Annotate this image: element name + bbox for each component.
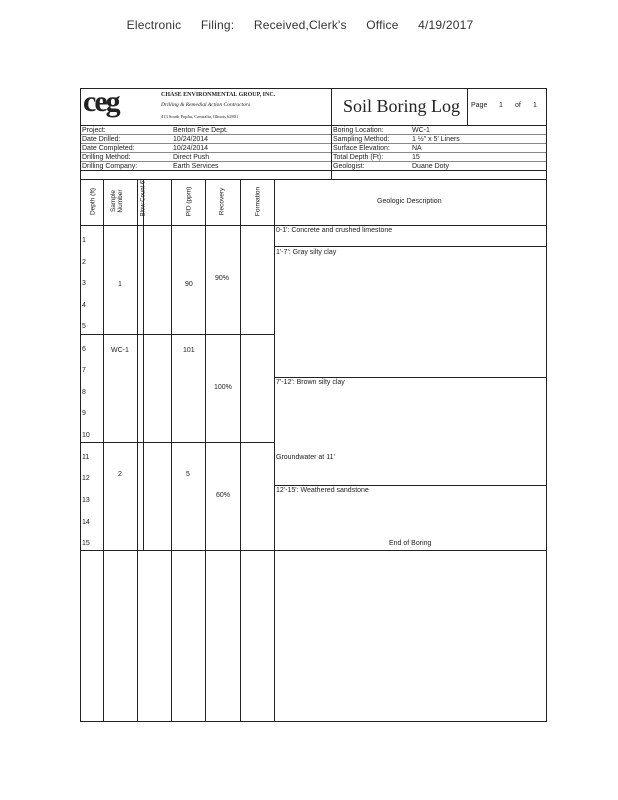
info-label-date-drilled: Date Drilled:	[82, 136, 121, 143]
company-address: 413 South Poplar, Centralia, Illinois 62801	[161, 114, 239, 119]
depth-12: 12	[82, 475, 90, 482]
info-value-surface-elevation: NA	[412, 145, 422, 152]
recovery-value-3: 60%	[216, 492, 231, 499]
info-label-sampling-method: Sampling Method:	[333, 136, 390, 143]
info-value-boring-location: WC-1	[412, 127, 430, 134]
stamp-electronic: Electronic	[126, 18, 182, 32]
col-header-depth: Depth (ft)	[89, 187, 97, 216]
info-label-project: Project:	[82, 127, 106, 134]
recovery-value-2: 100%	[214, 384, 232, 391]
info-value-drilling-company: Earth Services	[173, 163, 219, 170]
groundwater-note: Groundwater at 11'	[276, 454, 335, 461]
info-value-sampling-method: 1 ½" x 5' Liners	[412, 136, 460, 143]
info-label-drilling-company: Drilling Company:	[82, 163, 138, 170]
company-logo: ceg	[83, 85, 119, 118]
depth-5: 5	[82, 323, 86, 330]
depth-13: 13	[82, 497, 90, 504]
depth-3: 3	[82, 280, 86, 287]
depth-10: 10	[82, 432, 90, 439]
stamp-filing: Filing:	[200, 18, 235, 32]
stamp-office: Office	[366, 18, 399, 32]
col-header-blow-count: Blow Count 6"	[140, 178, 147, 217]
page-label: Page	[471, 102, 488, 109]
geology-layer-1: 0-1': Concrete and crushed limestone	[276, 227, 393, 234]
sample-number-3: 2	[118, 471, 122, 478]
info-value-project: Benton Fire Dept.	[173, 127, 228, 134]
pid-value-3: 5	[186, 471, 190, 478]
info-value-drilling-method: Direct Push	[173, 154, 210, 161]
company-tagline: Drilling & Remedial Action Contractors	[161, 102, 251, 108]
info-label-boring-location: Boring Location:	[333, 127, 384, 134]
info-label-drilling-method: Drilling Method:	[82, 154, 131, 161]
page-number: 1	[499, 102, 503, 109]
info-label-total-depth: Total Depth (Ft):	[333, 154, 384, 161]
col-header-sample: Sample Number	[110, 189, 124, 213]
col-header-formation: Formation	[254, 186, 262, 217]
log-title: Soil Boring Log	[343, 96, 461, 116]
info-value-geologist: Duane Doty	[412, 163, 449, 170]
depth-4: 4	[82, 302, 86, 309]
stamp-received: Received,Clerk's	[253, 18, 347, 32]
info-label-surface-elevation: Surface Elevation:	[333, 145, 390, 152]
depth-6: 6	[82, 346, 86, 353]
depth-15: 15	[82, 540, 90, 547]
geology-layer-4: 12'-15': Weathered sandstone	[276, 487, 369, 494]
depth-14: 14	[82, 519, 90, 526]
info-label-date-completed: Date Completed:	[82, 145, 135, 152]
geology-layer-2: 1'-7': Gray silty clay	[276, 249, 337, 256]
company-name: CHASE ENVIRONMENTAL GROUP, INC.	[161, 92, 276, 98]
col-header-pid: PID (ppm)	[185, 186, 193, 217]
depth-1: 1	[82, 237, 86, 244]
info-value-total-depth: 15	[412, 154, 420, 161]
sample-number-1: 1	[118, 281, 122, 288]
page-total: 1	[533, 102, 537, 109]
pid-value-1: 90	[185, 281, 193, 288]
filing-stamp	[0, 18, 600, 32]
depth-7: 7	[82, 367, 86, 374]
geology-layer-3: 7'-12': Brown silty clay	[276, 379, 345, 386]
col-header-recovery: Recovery	[218, 187, 226, 216]
info-value-date-drilled: 10/24/2014	[173, 136, 209, 143]
boring-log-form	[80, 85, 547, 722]
sample-number-2: WC-1	[111, 347, 129, 354]
depth-11: 11	[82, 454, 90, 461]
end-of-boring: End of Boring	[389, 540, 432, 547]
col-header-geologic-description: Geologic Description	[377, 198, 442, 205]
depth-2: 2	[82, 259, 86, 266]
info-value-date-completed: 10/24/2014	[173, 145, 209, 152]
info-label-geologist: Geologist:	[333, 163, 365, 170]
recovery-value-1: 90%	[215, 275, 230, 282]
stamp-date: 4/19/2017	[418, 18, 474, 32]
pid-value-2: 101	[183, 347, 195, 354]
depth-8: 8	[82, 389, 86, 396]
depth-9: 9	[82, 410, 86, 417]
page-of: of	[515, 102, 521, 109]
